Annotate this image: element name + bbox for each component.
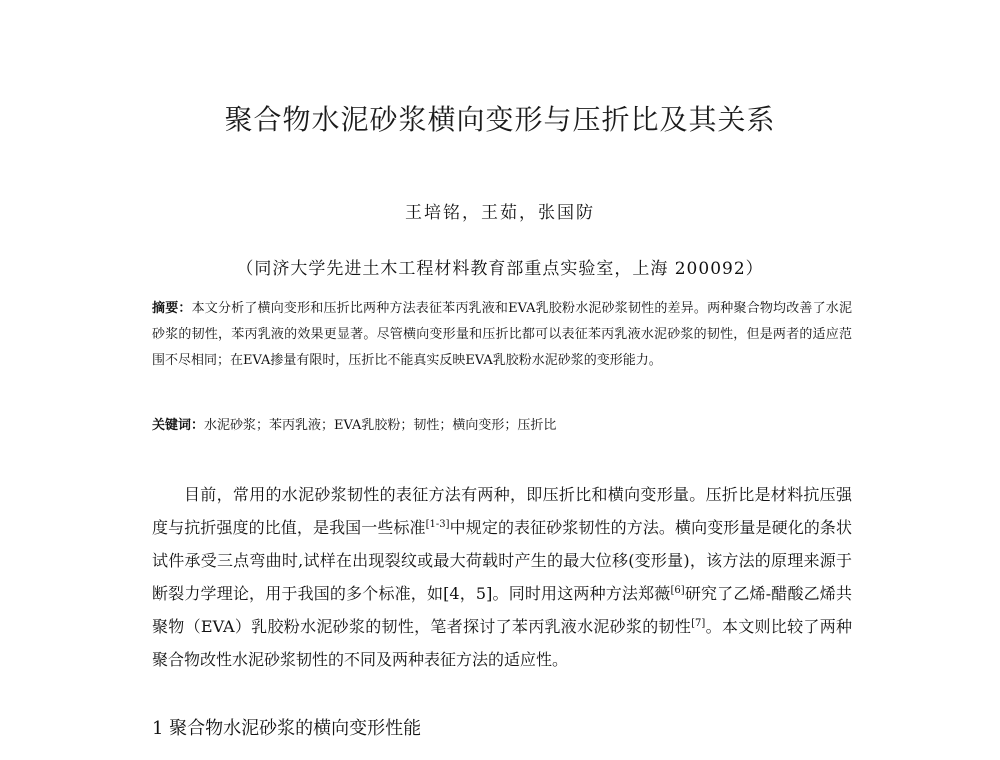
citation-ref: [7] bbox=[691, 618, 706, 629]
paper-title: 聚合物水泥砂浆横向变形与压折比及其关系 bbox=[224, 103, 776, 136]
section-heading: 1 聚合物水泥砂浆的横向变形性能 bbox=[152, 718, 422, 739]
citation-ref: [6] bbox=[670, 585, 685, 596]
author-list: 王培铭，王茹，张国防 bbox=[405, 203, 595, 223]
body-segment: 目前，常用的水泥砂浆韧性的表征方法有两种，即压折比和横向变形量。压折比是材料抗压强度与抗折强度的比值，是我国一些标准 bbox=[152, 485, 852, 537]
keywords-label: 关键词： bbox=[152, 418, 205, 433]
body-segment: 中规定的表征砂浆韧性的方法。横向变形量是硬化的条状试件承受三点弯曲时,试样在出现裂纹或最大荷载时产生的最大位移(变形量)，该方法的原理来源于断裂力学理论，用于我国的多个标准，如[4，5]。同时用这两种方法郑薇 bbox=[152, 518, 852, 603]
abstract-label: 摘要： bbox=[152, 301, 192, 316]
keywords bbox=[152, 416, 852, 436]
body-segment: 研究了乙烯-醋酸乙烯共聚物（EVA）乳胶粉水泥砂浆的韧性，笔者探讨了苯丙乳液水泥砂浆的韧性 bbox=[152, 584, 852, 636]
citation-ref: [1-3] bbox=[425, 519, 450, 530]
abstract-text: 本文分析了横向变形和压折比两种方法表征苯丙乳液和EVA乳胶粉水泥砂浆韧性的差异。两种聚合物均改善了水泥砂浆的韧性，苯丙乳液的效果更显著。尽管横向变形量和压折比都可以表征苯丙乳液水泥砂浆的韧性，但是两者的适应范围不尽相同；在EVA掺量有限时，压折比不能真实反映EVA乳胶粉水泥砂浆的变形能力。 bbox=[152, 301, 852, 368]
abstract bbox=[152, 296, 852, 374]
intro-paragraph bbox=[152, 478, 852, 676]
affiliation: （同济大学先进土木工程材料教育部重点实验室，上海 200092） bbox=[236, 259, 764, 279]
keywords-text: 水泥砂浆；苯丙乳液；EVA乳胶粉；韧性；横向变形；压折比 bbox=[204, 418, 557, 433]
body-segment: 。本文则比较了两种聚合物改性水泥砂浆韧性的不同及两种表征方法的适应性。 bbox=[152, 617, 852, 669]
